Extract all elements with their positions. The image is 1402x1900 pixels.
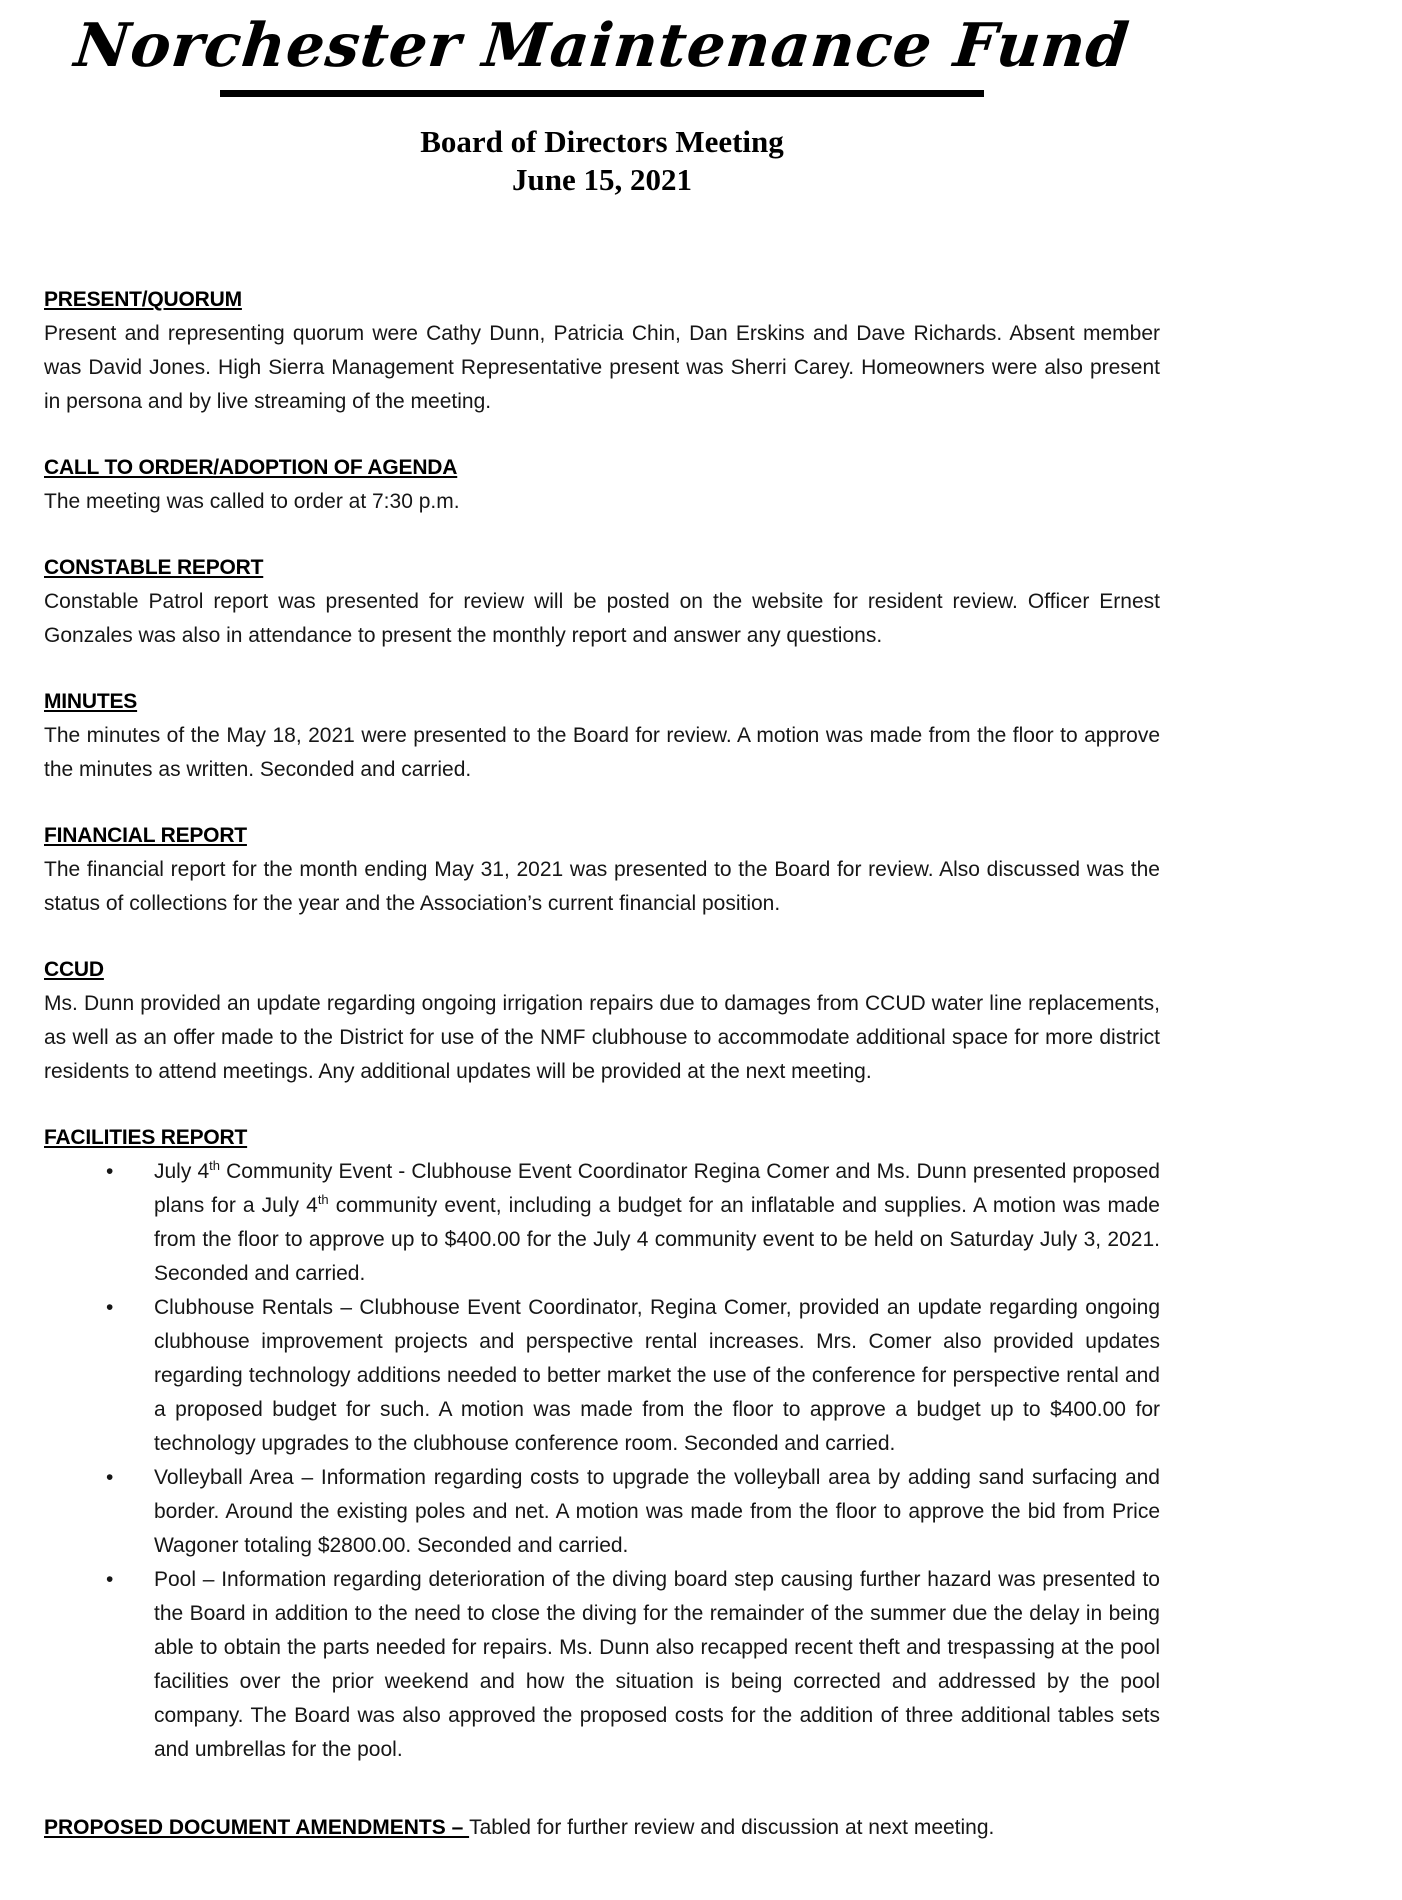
meeting-title: Board of Directors Meeting — [420, 124, 784, 159]
bullet-july4-community-event — [106, 1155, 1160, 1291]
facilities-bullet-list — [44, 1155, 1160, 1767]
section-heading-present-quorum: PRESENT/QUORUM — [44, 288, 242, 311]
section-heading-minutes: MINUTES — [44, 690, 138, 713]
section-body-present-quorum: Present and representing quorum were Cathy Dunn, Patricia Chin, Dan Erskins and Dave Richards. Absent member was David Jones. High Sierra Management Representative present was Sherri Carey. Homeowners were also present in persona and by live streaming of the meeting. — [44, 322, 1160, 413]
section-ccud — [44, 953, 1160, 1089]
bullet-volleyball-area: • Volleyball Area – Information regarding costs to upgrade the volleyball area by adding sand surfacing and border. Around the existing poles and net. A motion was made from the floor to approve the bid from Price Wagoner totaling $2800.00. Seconded and carried. — [106, 1461, 1160, 1563]
letterhead-rule — [220, 90, 984, 97]
section-constable-report — [44, 551, 1160, 653]
section-financial-report — [44, 819, 1160, 921]
section-body-call-to-order: The meeting was called to order at 7:30 p.m. — [44, 490, 460, 513]
section-minutes — [44, 685, 1160, 787]
bullet-july4-post: community event, including a budget for an inflatable and supplies. A motion was made from the floor to approve up to $400.00 for the July 4 community event to be held on Saturday July 3, 2021. Seconded and carried. — [154, 1194, 1160, 1285]
section-body-constable-report: Constable Patrol report was presented for review will be posted on the website for resident review. Officer Ernest Gonzales was also in attendance to present the monthly report and answer any questions. — [44, 590, 1160, 647]
section-proposed-document-amendments — [44, 1811, 1160, 1845]
minutes-body — [44, 283, 1160, 1845]
section-facilities-report — [44, 1121, 1160, 1767]
bullet-pool: • Pool – Information regarding deterioration of the diving board step causing further hazard was presented to the Board in addition to the need to close the diving for the remainder of the summer due the delay in being able to obtain the parts needed for repairs. Ms. Dunn also recapped recent theft and trespassing at the pool facilities over the prior weekend and how the situation is being corrected and addressed by the pool company. The Board was also approved the proposed costs for the addition of three additional tables sets and umbrellas for the pool. — [106, 1563, 1160, 1767]
amendments-heading: PROPOSED DOCUMENT AMENDMENTS – — [44, 1816, 470, 1839]
section-heading-financial-report: FINANCIAL REPORT — [44, 824, 247, 847]
bullet-clubhouse-rentals: • Clubhouse Rentals – Clubhouse Event Coordinator, Regina Comer, provided an update regarding ongoing clubhouse improvement projects and perspective rental increases. Mrs. Comer also provided updates regarding technology additions needed to better market the use of the conference for perspective rental and a proposed budget for such. A motion was made from the floor to approve a budget up to $400.00 for technology upgrades to the clubhouse conference room. Seconded and carried. — [106, 1291, 1160, 1461]
organization-name: Norchester Maintenance Fund — [71, 11, 1133, 81]
meeting-title-block — [44, 123, 1160, 199]
letterhead — [44, 10, 1160, 97]
bullet-july4-pre: July 4 — [154, 1160, 210, 1183]
meeting-date: June 15, 2021 — [512, 162, 692, 197]
bullet-july4-mid: Community Event - Clubhouse Event Coordinator Regina Comer and Ms. Dunn presented proposed plans for a July 4 — [154, 1160, 1160, 1217]
section-present-quorum — [44, 283, 1160, 419]
section-body-minutes: The minutes of the May 18, 2021 were presented to the Board for review. A motion was made from the floor to approve the minutes as written. Seconded and carried. — [44, 724, 1160, 781]
amendments-text: Tabled for further review and discussion at next meeting. — [469, 1816, 995, 1839]
bullet-july4-superscript-2: th — [317, 1192, 329, 1207]
section-body-financial-report: The financial report for the month ending May 31, 2021 was presented to the Board for review. Also discussed was the status of collections for the year and the Association’s current financial position. — [44, 858, 1160, 915]
section-body-ccud: Ms. Dunn provided an update regarding ongoing irrigation repairs due to damages from CCUD water line replacements, as well as an offer made to the District for use of the NMF clubhouse to accommodate additional space for more district residents to attend meetings. Any additional updates will be provided at the next meeting. — [44, 992, 1160, 1083]
section-heading-facilities-report: FACILITIES REPORT — [44, 1126, 248, 1149]
section-call-to-order — [44, 451, 1160, 519]
section-heading-ccud: CCUD — [44, 958, 104, 981]
section-heading-call-to-order: CALL TO ORDER/ADOPTION OF AGENDA — [44, 456, 458, 479]
bullet-july4-superscript-1: th — [209, 1158, 220, 1173]
section-heading-constable-report: CONSTABLE REPORT — [44, 556, 264, 579]
